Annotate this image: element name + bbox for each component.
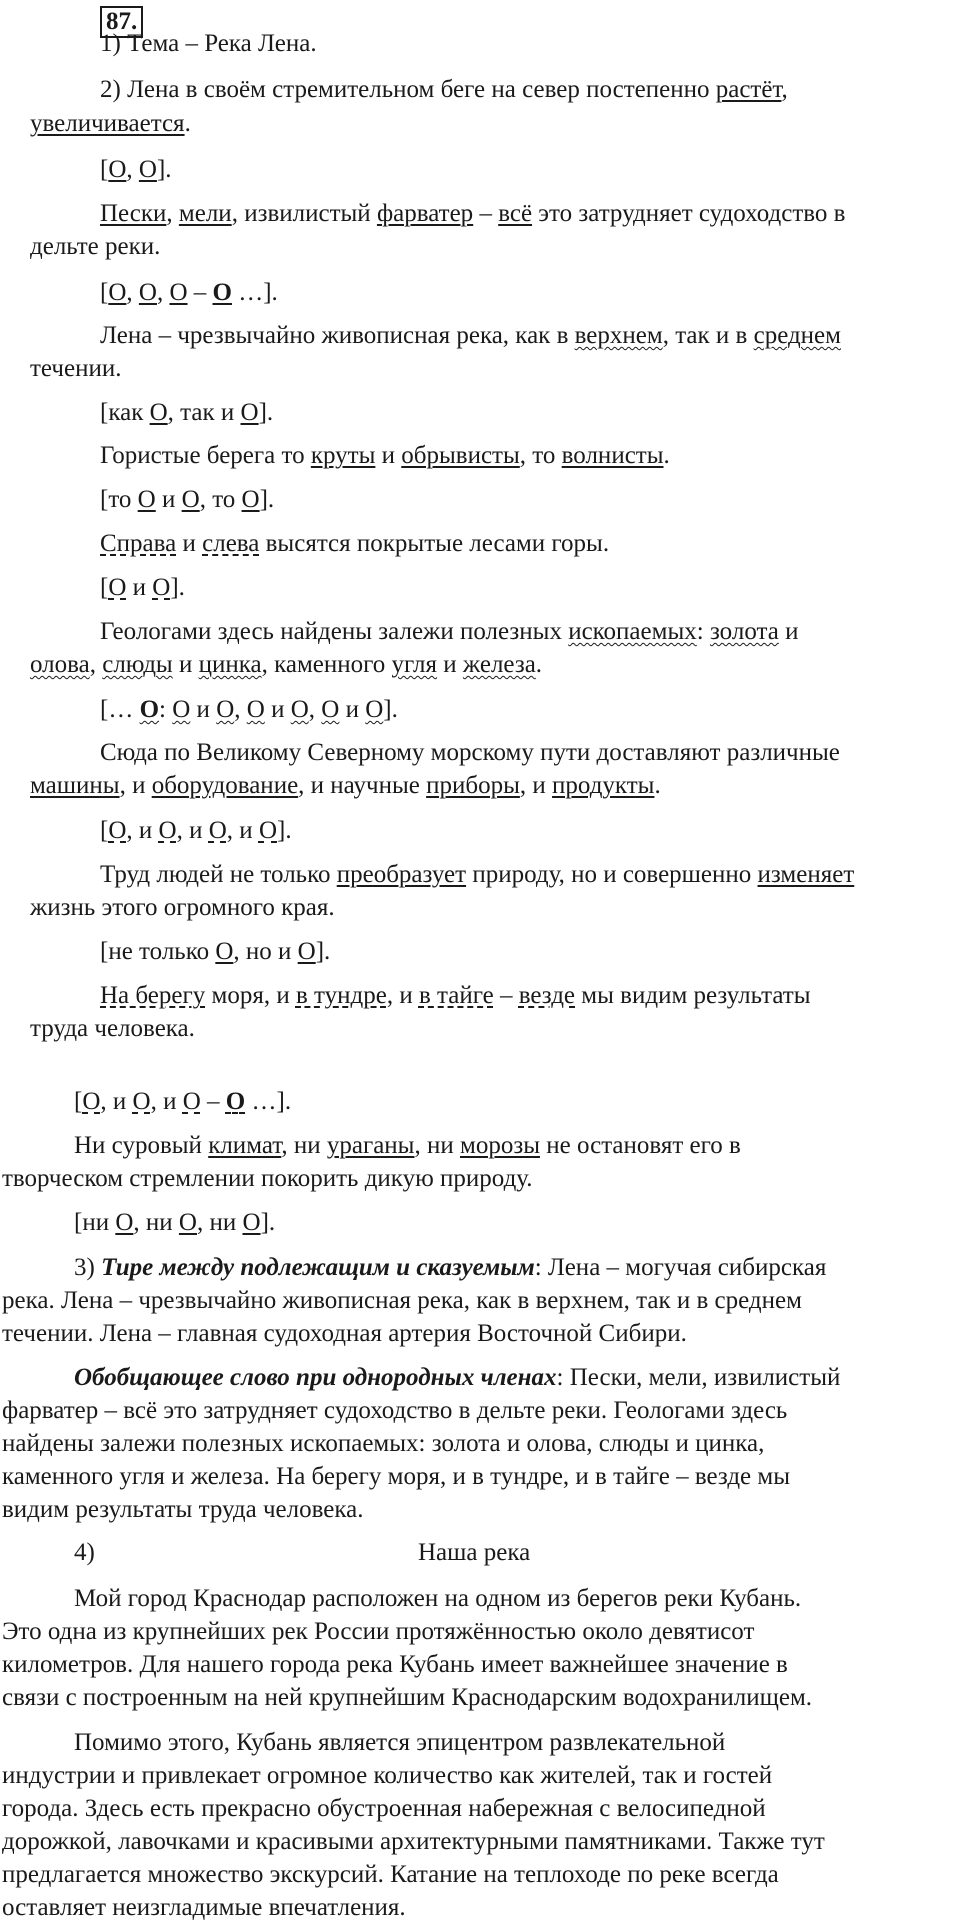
text-span: творческом стремлении покорить дикую природу.	[2, 1165, 533, 1192]
marked-word: О	[139, 696, 160, 723]
marked-word: О	[216, 696, 235, 723]
marked-word: угля	[391, 651, 438, 678]
marked-word: О	[152, 574, 171, 601]
text-span: мы видим результаты	[575, 982, 811, 1009]
text-span: […	[100, 696, 140, 723]
text-span: ,	[156, 279, 170, 306]
text-span: , но и	[233, 938, 298, 965]
text-span: Помимо этого, Кубань является эпицентром развлекательной	[74, 1729, 726, 1756]
marked-word: преобразует	[336, 861, 467, 888]
marked-word: О	[297, 938, 316, 965]
text-span: ,	[89, 651, 103, 678]
text-span: и	[172, 651, 199, 678]
marked-word: О	[108, 156, 127, 183]
marked-word: О	[169, 279, 188, 306]
marked-word: Обобщающее слово при однородных членах	[74, 1364, 557, 1391]
marked-word: О	[242, 1209, 261, 1236]
text-line-37	[2, 1494, 364, 1526]
text-span: , ни	[281, 1132, 327, 1159]
text-line-49	[2, 1892, 406, 1924]
text-span: ,	[308, 696, 322, 723]
text-span: ,	[126, 279, 139, 306]
text-line-6	[30, 231, 160, 263]
text-span: , так и в	[662, 322, 754, 349]
text-span: и	[264, 696, 291, 723]
text-span: –	[473, 200, 499, 227]
text-span: 4)	[74, 1539, 95, 1566]
text-span: ].	[260, 1209, 276, 1236]
text-span: ].	[259, 486, 275, 513]
marked-word: слюды	[102, 651, 173, 678]
marked-word: морозы	[460, 1132, 540, 1159]
text-span: .	[184, 110, 191, 137]
marked-word: О	[212, 279, 232, 306]
text-span: : Пески, мели, извилистый	[556, 1364, 841, 1391]
text-span: , и	[150, 1088, 183, 1115]
text-span: [не только	[100, 938, 216, 965]
text-span: [	[100, 817, 109, 844]
text-span: , то	[199, 486, 242, 513]
text-span: и	[155, 486, 182, 513]
text-line-36	[2, 1461, 790, 1493]
text-span: жизнь этого огромного края.	[30, 894, 335, 921]
marked-word: О	[181, 486, 200, 513]
text-line-16	[30, 649, 542, 681]
marked-word: О	[158, 817, 177, 844]
text-line-13	[100, 528, 609, 560]
text-span: –	[200, 1088, 226, 1115]
text-span: .	[654, 772, 661, 799]
marked-word: слева	[202, 530, 260, 557]
marked-word: О	[82, 1088, 101, 1115]
text-span: .	[535, 651, 543, 678]
marked-word: мели	[178, 200, 232, 227]
text-line-8	[100, 320, 841, 352]
text-line-2	[100, 74, 788, 106]
text-span: –	[493, 982, 519, 1009]
text-span: не остановят его в	[540, 1132, 741, 1159]
marked-word: обрывисты	[401, 442, 520, 469]
text-span: это затрудняет судоходство в	[532, 200, 846, 227]
marked-word: На берегу	[100, 982, 206, 1009]
text-line-39	[418, 1537, 530, 1569]
text-span: река. Лена – чрезвычайно живописная река, как в верхнем, так и в среднем	[2, 1287, 802, 1314]
marked-word: увеличивается	[30, 110, 185, 137]
text-line-17	[100, 694, 398, 726]
marked-word: приборы	[426, 772, 520, 799]
text-span: течении.	[30, 355, 122, 382]
text-span: :	[696, 618, 710, 645]
text-span: ,	[166, 200, 179, 227]
text-span: , и	[100, 1088, 133, 1115]
marked-word: О	[241, 486, 260, 513]
text-line-43	[2, 1682, 812, 1714]
text-line-30	[74, 1252, 826, 1284]
marked-word: Тире между подлежащим и сказуемым	[101, 1254, 535, 1281]
text-span: фарватер – всё это затрудняет судоходство в дельте реки. Геологами здесь	[2, 1397, 788, 1424]
text-span: [	[100, 156, 109, 183]
text-span: [то	[100, 486, 138, 513]
text-span: видим результаты труда человека.	[2, 1496, 364, 1523]
text-span: и	[176, 530, 203, 557]
marked-word: климат	[208, 1132, 282, 1159]
marked-word: О	[149, 399, 168, 426]
text-span: : Лена – могучая сибирская	[534, 1254, 827, 1281]
text-line-46	[2, 1793, 766, 1825]
marked-word: О	[108, 279, 127, 306]
text-line-45	[2, 1760, 772, 1792]
text-line-10	[100, 397, 273, 429]
text-span: , и научные	[298, 772, 427, 799]
text-span: Это одна из крупнейших рек России протяжённостью около девятисот	[2, 1618, 755, 1645]
text-span: , и	[126, 817, 159, 844]
text-span: ].	[277, 817, 292, 844]
marked-word: О	[258, 817, 277, 844]
text-span: дорожкой, лавочками и красивыми архитектурными памятниками. Также тут	[2, 1828, 825, 1855]
marked-word: круты	[310, 442, 376, 469]
text-span: 3)	[74, 1254, 102, 1281]
text-span: Ни суровый	[74, 1132, 209, 1159]
text-line-26	[74, 1086, 291, 1118]
marked-word: О	[182, 1088, 201, 1115]
marked-word: среднем	[753, 322, 841, 349]
text-span: , и	[119, 772, 152, 799]
marked-word: О	[108, 817, 127, 844]
text-span: Сюда по Великому Северному морскому пути доставляют различные	[100, 739, 840, 766]
text-line-21	[100, 859, 854, 891]
text-span: оставляет неизгладимые впечатления.	[2, 1894, 406, 1921]
text-line-33	[74, 1362, 840, 1394]
marked-word: волнисты	[561, 442, 664, 469]
text-span: –	[187, 279, 213, 306]
text-span: Лена – чрезвычайно живописная река, как в	[100, 322, 575, 349]
text-span: ,	[234, 696, 247, 723]
text-line-40	[74, 1583, 801, 1615]
text-line-1	[100, 28, 317, 60]
text-span: , и	[176, 817, 209, 844]
marked-word: О	[290, 696, 309, 723]
text-span: и	[126, 574, 153, 601]
text-span: ,	[126, 156, 139, 183]
text-line-22	[30, 892, 335, 924]
text-span: 2) Лена в своём стремительном беге на север постепенно	[100, 76, 716, 103]
text-span: и	[375, 442, 402, 469]
text-span: и	[778, 618, 799, 645]
marked-word: везде	[518, 982, 576, 1009]
marked-word: О	[215, 938, 234, 965]
marked-word: фарватер	[376, 200, 474, 227]
text-span: ].	[315, 938, 331, 965]
text-line-25	[30, 1013, 195, 1045]
marked-word: О	[132, 1088, 151, 1115]
text-span: ].	[258, 399, 274, 426]
marked-word: О	[246, 696, 265, 723]
marked-word: золота	[709, 618, 779, 645]
text-line-47	[2, 1826, 825, 1858]
text-span: …].	[231, 279, 278, 306]
text-span: Наша река	[418, 1539, 531, 1566]
text-span: ].	[383, 696, 398, 723]
marked-word: О	[138, 279, 157, 306]
marked-word: О	[115, 1209, 134, 1236]
text-span: Мой город Краснодар расположен на одном из берегов реки Кубань.	[74, 1585, 802, 1612]
text-span: Труд людей не только	[100, 861, 337, 888]
text-span: , и	[519, 772, 553, 799]
text-span: :	[159, 696, 173, 723]
text-span: [	[74, 1088, 83, 1115]
text-span: [	[100, 279, 109, 306]
marked-word: О	[321, 696, 340, 723]
text-span: моря, и	[205, 982, 296, 1009]
text-line-42	[2, 1649, 788, 1681]
text-span: [	[100, 574, 109, 601]
text-span: , и	[226, 817, 259, 844]
text-span: природу, но и совершенно	[466, 861, 758, 888]
text-span: , извилистый	[231, 200, 377, 227]
text-line-23	[100, 936, 330, 968]
text-span: и	[339, 696, 366, 723]
marked-word: ураганы	[326, 1132, 415, 1159]
text-span: каменного угля и железа. На берегу моря, и в тундре, и в тайге – везде мы	[2, 1463, 791, 1490]
marked-word: в тайге	[418, 982, 494, 1009]
marked-word: ископаемых	[568, 618, 697, 645]
exercise-number: 87.	[100, 6, 143, 38]
marked-word: всё	[498, 200, 533, 227]
marked-word: в тундре	[295, 982, 387, 1009]
text-line-41	[2, 1616, 754, 1648]
marked-word: машины	[30, 772, 120, 799]
marked-word: О	[225, 1088, 246, 1115]
text-span: течении. Лена – главная судоходная артерия Восточной Сибири.	[2, 1320, 687, 1347]
text-span: Гористые берега то	[100, 442, 311, 469]
marked-word: О	[137, 486, 156, 513]
text-span: индустрии и привлекает огромное количество как жителей, так и гостей	[2, 1762, 773, 1789]
marked-word: О	[240, 399, 259, 426]
text-line-9	[30, 353, 121, 385]
marked-word: О	[208, 817, 227, 844]
text-span: , то	[519, 442, 562, 469]
marked-word: О	[365, 696, 384, 723]
text-span: .	[663, 442, 670, 469]
text-span: …].	[245, 1088, 292, 1115]
text-line-44	[74, 1727, 725, 1759]
marked-word: О	[172, 696, 191, 723]
text-line-28	[2, 1163, 533, 1195]
text-line-35	[2, 1428, 764, 1460]
text-span: 1) Тема – Река Лена.	[100, 30, 317, 57]
text-span: предлагается множество экскурсий. Катание на теплоходе по реке всегда	[2, 1861, 779, 1888]
text-line-4	[100, 154, 172, 186]
text-span: труда человека.	[30, 1015, 195, 1042]
text-line-29	[74, 1207, 275, 1239]
text-span: связи с построенным на ней крупнейшим Краснодарским водохранилищем.	[2, 1684, 813, 1711]
text-span: , ни	[196, 1209, 243, 1236]
text-line-24	[100, 980, 811, 1012]
text-line-34	[2, 1395, 787, 1427]
text-span: найдены залежи полезных ископаемых: золота и олова, слюды и цинка,	[2, 1430, 765, 1457]
text-span: , каменного	[261, 651, 392, 678]
text-span: [как	[100, 399, 150, 426]
text-span: ].	[156, 156, 172, 183]
text-span: Геологами здесь найдены залежи полезных	[100, 618, 569, 645]
text-line-18	[100, 737, 840, 769]
marked-word: олова	[30, 651, 90, 678]
marked-word: железа	[462, 651, 536, 678]
text-line-14	[100, 572, 185, 604]
text-span: [ни	[74, 1209, 116, 1236]
text-line-12	[100, 484, 274, 516]
text-span: , ни	[414, 1132, 460, 1159]
text-span: километров. Для нашего города река Кубань имеет важнейшее значение в	[2, 1651, 788, 1678]
text-line-48	[2, 1859, 779, 1891]
marked-word: продукты	[552, 772, 655, 799]
text-line-19	[30, 770, 661, 802]
marked-word: О	[108, 574, 127, 601]
text-span: и	[190, 696, 217, 723]
text-line-38	[74, 1537, 95, 1569]
text-span: , и	[386, 982, 419, 1009]
marked-word: Справа	[100, 530, 177, 557]
text-span: высятся покрытые лесами горы.	[259, 530, 610, 557]
text-line-11	[100, 440, 670, 472]
text-line-5	[100, 198, 845, 230]
text-line-15	[100, 616, 798, 648]
text-line-27	[74, 1130, 741, 1162]
marked-word: О	[178, 1209, 197, 1236]
text-span: , ни	[133, 1209, 179, 1236]
text-line-7	[100, 277, 278, 309]
text-span: ].	[170, 574, 185, 601]
marked-word: цинка	[198, 651, 262, 678]
text-span: и	[437, 651, 463, 678]
marked-word: изменяет	[757, 861, 855, 888]
marked-word: оборудование	[151, 772, 299, 799]
marked-word: растёт	[715, 76, 782, 103]
text-span: ,	[781, 76, 788, 103]
marked-word: Пески	[100, 200, 167, 227]
text-line-31	[2, 1285, 802, 1317]
text-line-3	[30, 108, 191, 140]
text-span: города. Здесь есть прекрасно обустроенная набережная с велосипедной	[2, 1795, 766, 1822]
text-line-32	[2, 1318, 687, 1350]
marked-word: О	[138, 156, 157, 183]
marked-word: верхнем	[574, 322, 663, 349]
text-span: , так и	[167, 399, 241, 426]
text-line-20	[100, 815, 292, 847]
text-span: дельте реки.	[30, 233, 161, 260]
